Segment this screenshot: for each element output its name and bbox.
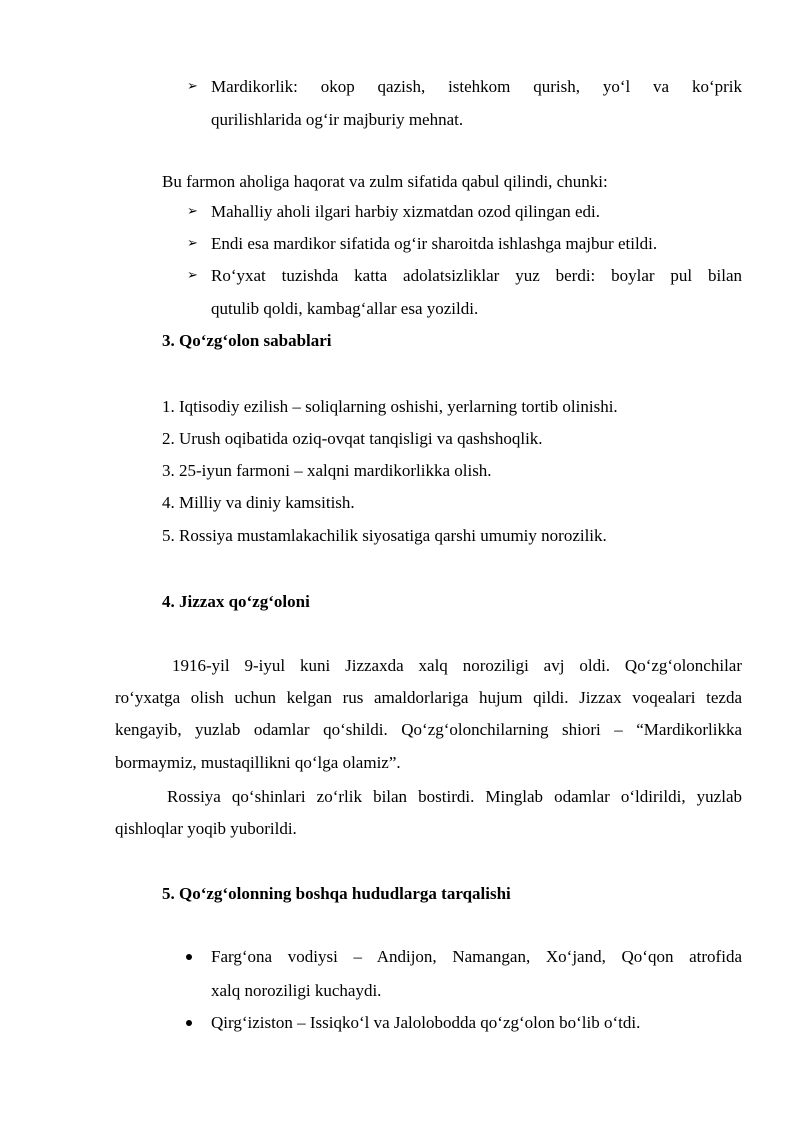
arrow-bullet-icon: ➢	[187, 79, 198, 94]
intro-text: Bu farmon aholiga haqorat va zulm sifatida qabul qilindi, chunki:	[162, 172, 608, 191]
round-bullet-icon	[186, 1020, 192, 1026]
list-item: 3. 25-iyun farmoni – xalqni mardikorlikka olish.	[162, 461, 492, 480]
bullet-text: Qirg‘iziston – Issiqko‘l va Jalolobodda qo‘zg‘olon bo‘lib o‘tdi.	[211, 1013, 641, 1032]
arrow-bullet-icon: ➢	[187, 204, 198, 219]
bullet-text: Farg‘ona vodiysi – Andijon, Namangan, Xo‘jand, Qo‘qon atrofida	[211, 947, 742, 966]
round-bullet-icon	[186, 954, 192, 960]
bullet-text-continued: qutulib qoldi, kambag‘allar esa yozildi.	[211, 299, 479, 318]
section-heading: 3. Qo‘zg‘olon sabablari	[162, 331, 332, 350]
bullet-text: Ro‘yxat tuzishda katta adolatsizliklar yuz berdi: boylar pul bilan	[211, 266, 742, 285]
arrow-bullet-icon: ➢	[187, 268, 198, 283]
list-item: 2. Urush oqibatida oziq-ovqat tanqisligi va qashshoqlik.	[162, 429, 543, 448]
bullet-text: Endi esa mardikor sifatida og‘ir sharoitda ishlashga majbur etildi.	[211, 234, 658, 253]
section-heading: 5. Qo‘zg‘olonning boshqa hududlarga tarqalishi	[162, 884, 511, 903]
bullet-text: Mahalliy aholi ilgari harbiy xizmatdan ozod qilingan edi.	[211, 202, 601, 221]
arrow-bullet-icon: ➢	[187, 236, 198, 251]
list-item: 4. Milliy va diniy kamsitish.	[162, 493, 355, 512]
paragraph-line: qishloqlar yoqib yuborildi.	[115, 819, 297, 838]
list-item: 5. Rossiya mustamlakachilik siyosatiga qarshi umumiy norozilik.	[162, 526, 607, 545]
paragraph-line: bormaymiz, mustaqillikni qo‘lga olamiz”.	[115, 753, 401, 772]
bullet-text-continued: xalq noroziligi kuchaydi.	[211, 981, 382, 1000]
list-item: 1. Iqtisodiy ezilish – soliqlarning oshishi, yerlarning tortib olinishi.	[162, 397, 618, 416]
section-heading: 4. Jizzax qo‘zg‘oloni	[162, 592, 310, 611]
bullet-text: Mardikorlik: okop qazish, istehkom qurish, yo‘l va ko‘prik	[211, 77, 742, 96]
paragraph-line: ro‘yxatga olish uchun kelgan rus amaldorlariga hujum qildi. Jizzax voqealari tezda	[115, 688, 742, 707]
paragraph-line: kengayib, yuzlab odamlar qo‘shildi. Qo‘zg‘olonchilarning shiori – “Mardikorlikka	[115, 720, 742, 739]
bullet-text-continued: qurilishlarida og‘ir majburiy mehnat.	[211, 110, 464, 129]
paragraph-line: Rossiya qo‘shinlari zo‘rlik bilan bostirdi. Minglab odamlar o‘ldirildi, yuzlab	[167, 787, 742, 806]
paragraph-line: 1916-yil 9-iyul kuni Jizzaxda xalq noroziligi avj oldi. Qo‘zg‘olonchilar	[172, 656, 742, 675]
